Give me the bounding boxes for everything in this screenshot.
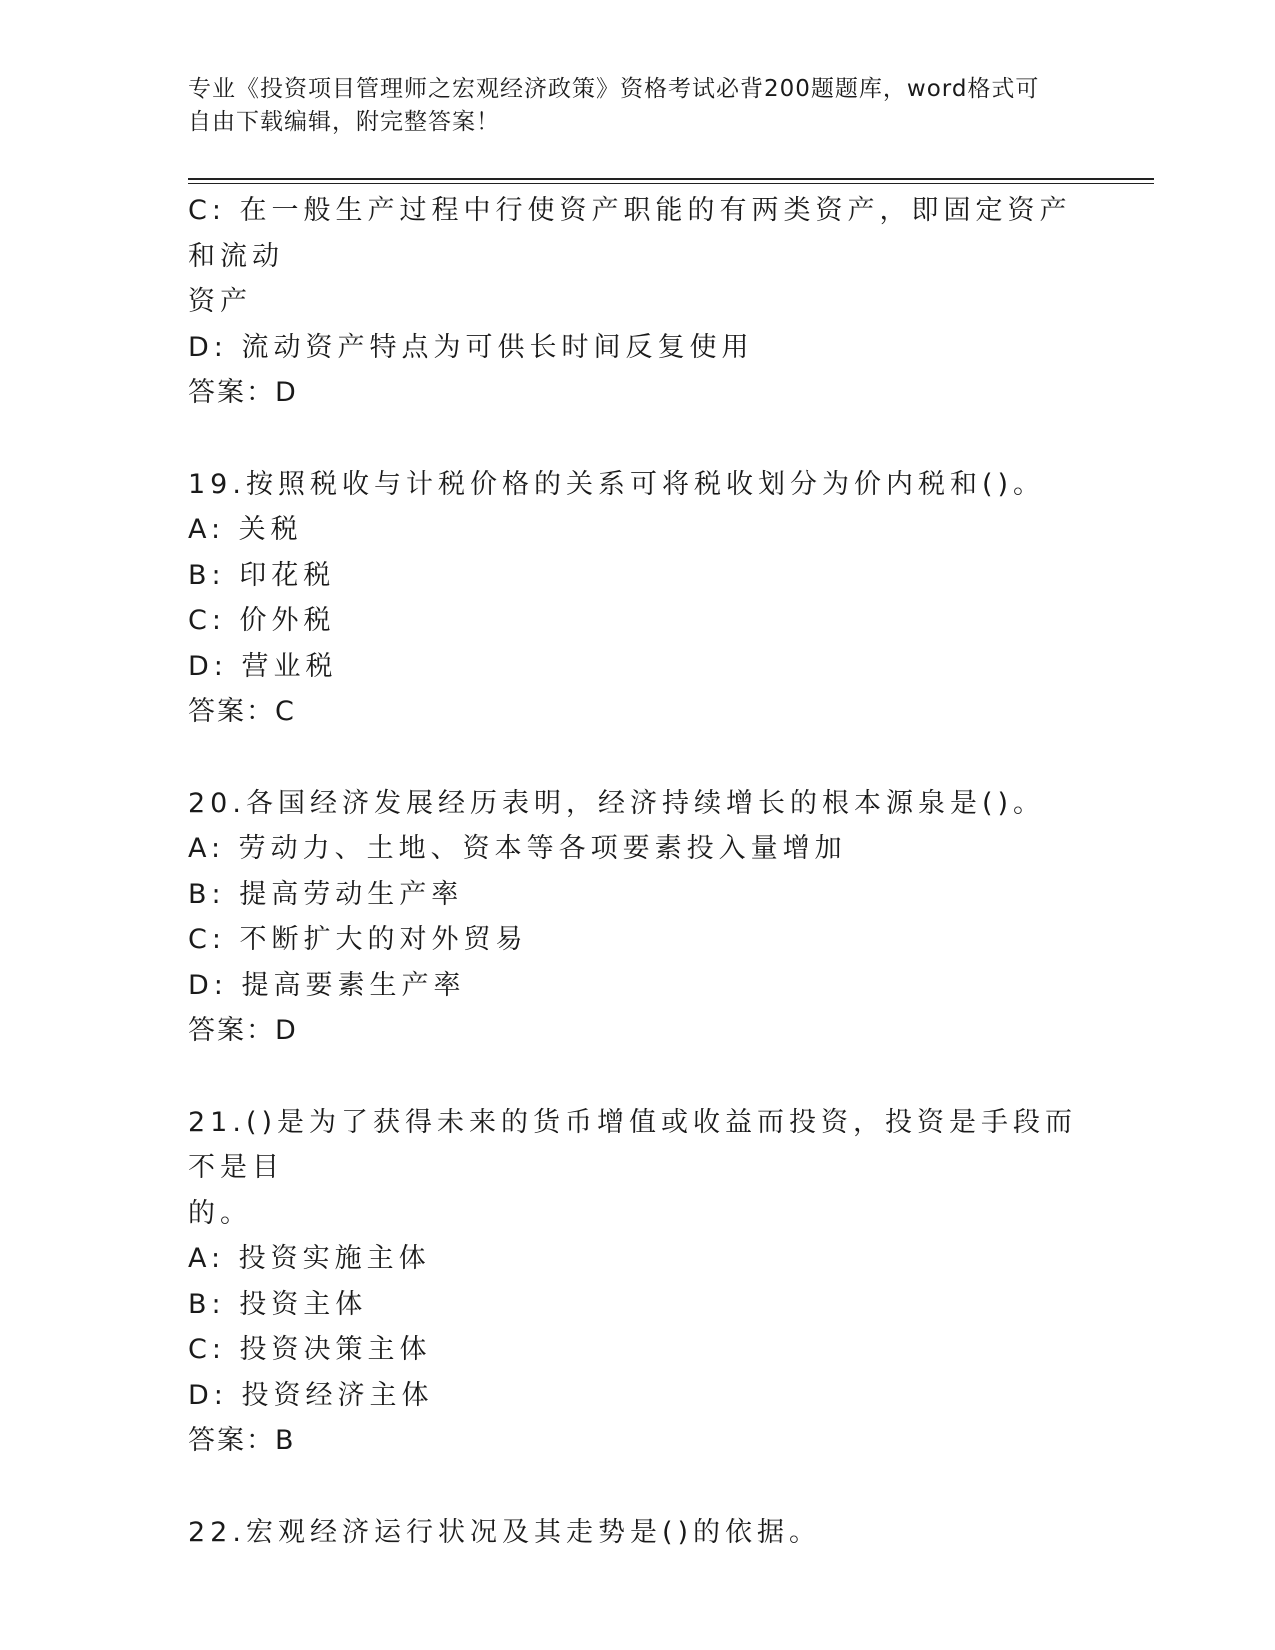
option-a: A: 劳动力、土地、资本等各项要素投入量增加 [188, 833, 847, 864]
header-line-2: 自由下载编辑，附完整答案！ [188, 109, 500, 135]
header-divider-thin [188, 183, 1154, 184]
header-divider-thick [188, 178, 1154, 180]
option-d: D: 流动资产特点为可供长时间反复使用 [188, 331, 754, 363]
option-c: C: 不断扩大的对外贸易 [188, 924, 528, 955]
answer: 答案：B [188, 1425, 296, 1456]
answer: 答案：C [188, 696, 296, 727]
option-d: D: 营业税 [188, 650, 338, 682]
question-block-18 [188, 188, 1088, 416]
option-b: B: 投资主体 [188, 1288, 368, 1320]
option-b: B: 提高劳动生产率 [188, 878, 464, 910]
option-c-continued: 资产 [188, 286, 252, 317]
header-line-1: 专业《投资项目管理师之宏观经济政策》资格考试必背200题题库，word格式可 [188, 76, 1040, 102]
question-block-20 [188, 781, 1088, 1054]
spacer [188, 416, 1088, 462]
option-d: D: 投资经济主体 [188, 1379, 434, 1411]
option-c: C: 投资决策主体 [188, 1334, 432, 1365]
spacer [188, 735, 1088, 781]
question-block-22 [188, 1510, 1088, 1556]
option-a: A: 投资实施主体 [188, 1243, 431, 1274]
spacer [188, 1464, 1088, 1510]
question-stem: 21.()是为了获得未来的货币增值或收益而投资，投资是手段而不是目 [188, 1106, 1078, 1183]
option-c: C: 在一般生产过程中行使资产职能的有两类资产，即固定资产和流动 [188, 195, 1072, 272]
spacer [188, 1054, 1088, 1100]
answer: 答案：D [188, 377, 298, 408]
question-stem: 20.各国经济发展经历表明，经济持续增长的根本源泉是()。 [188, 787, 1046, 819]
question-stem: 22.宏观经济运行状况及其走势是()的依据。 [188, 1516, 822, 1548]
question-stem: 19.按照税收与计税价格的关系可将税收划分为价内税和()。 [188, 468, 1046, 500]
question-block-19 [188, 462, 1088, 735]
question-stem-continued: 的。 [188, 1197, 252, 1229]
option-a: A: 关税 [188, 514, 303, 545]
option-c: C: 价外税 [188, 605, 336, 636]
question-block-21 [188, 1100, 1088, 1464]
answer: 答案：D [188, 1015, 298, 1046]
question-list [188, 188, 1088, 1555]
option-b: B: 印花税 [188, 559, 336, 591]
document-header [188, 73, 1068, 139]
option-d: D: 提高要素生产率 [188, 969, 466, 1001]
